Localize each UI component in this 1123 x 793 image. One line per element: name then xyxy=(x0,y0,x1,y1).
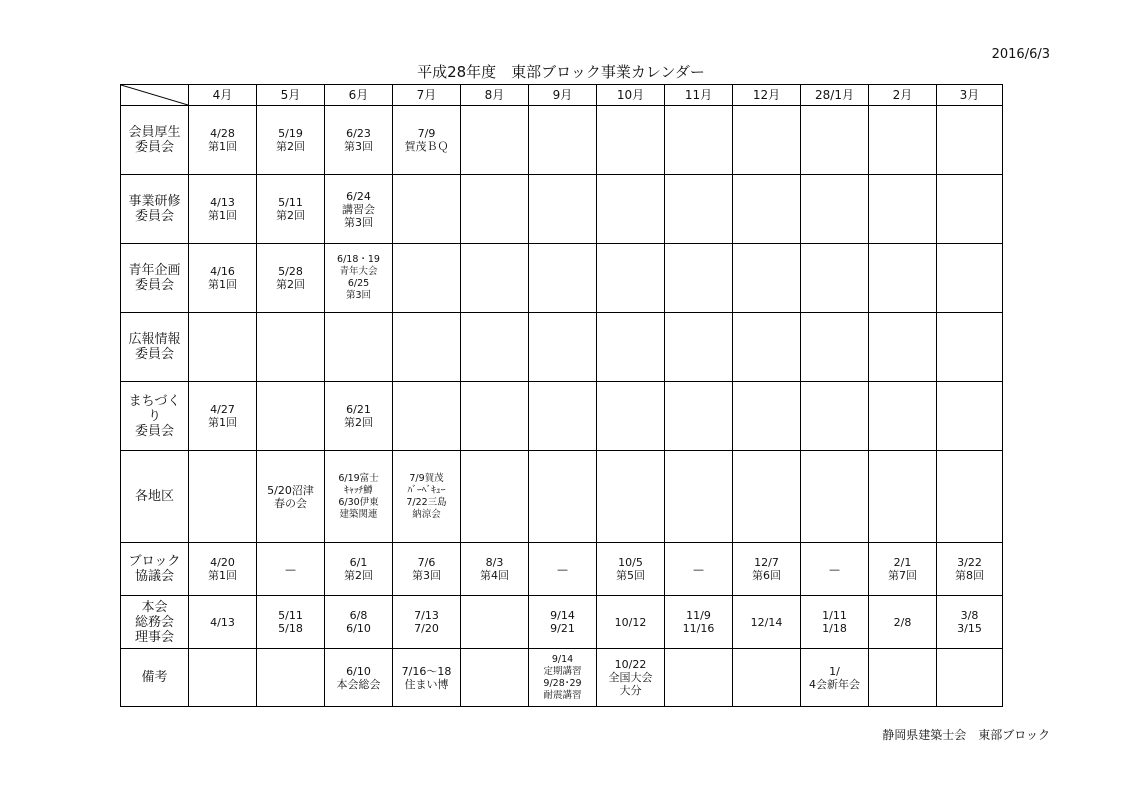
calendar-cell xyxy=(325,244,393,313)
cell-text-line: 10/5 xyxy=(618,556,643,569)
calendar-cell xyxy=(325,106,393,175)
calendar-cell xyxy=(869,382,937,451)
row-header xyxy=(121,244,189,313)
cell-text-line: 7/13 xyxy=(414,609,439,622)
calendar-cell xyxy=(665,175,733,244)
calendar-cell xyxy=(869,451,937,543)
cell-text-line: 7/9 xyxy=(417,127,436,140)
calendar-cell xyxy=(529,175,597,244)
month-header: 7月 xyxy=(393,85,461,106)
cell-text-line: 第3回 xyxy=(345,290,372,301)
table-row xyxy=(121,649,1003,707)
calendar-cell xyxy=(733,313,801,382)
cell-text-line: 納涼会 xyxy=(412,508,441,520)
organization-footer: 静岡県建築士会 東部ブロック xyxy=(882,728,1050,742)
cell-text-line: 第1回 xyxy=(208,209,237,222)
cell-text-line: 12/7 xyxy=(754,556,779,569)
calendar-cell xyxy=(393,649,461,707)
calendar-cell xyxy=(597,244,665,313)
calendar-cell xyxy=(937,451,1003,543)
cell-text-line: 6/19富士 xyxy=(338,472,379,484)
cell-text-line: 第6回 xyxy=(752,569,781,582)
cell-text-line: 9/14 xyxy=(550,609,575,622)
calendar-cell xyxy=(597,313,665,382)
cell-text-line: ｷｬｯﾁ鱒 xyxy=(344,484,373,496)
calendar-cell xyxy=(189,596,257,649)
row-header-line: 委員会 xyxy=(134,347,174,362)
row-header-line: 委員会 xyxy=(134,209,174,224)
cell-text-line: 7/20 xyxy=(414,622,439,635)
cell-text-line: 4/28 xyxy=(210,127,235,140)
calendar-cell xyxy=(325,543,393,596)
month-header-row xyxy=(121,85,1003,106)
calendar-cell xyxy=(801,543,869,596)
cell-text-line: 第1回 xyxy=(208,416,237,429)
calendar-cell xyxy=(393,382,461,451)
row-header-line: 広報情報 xyxy=(128,332,181,347)
calendar-cell xyxy=(665,596,733,649)
calendar-cell xyxy=(733,649,801,707)
calendar-cell xyxy=(597,382,665,451)
calendar-cell xyxy=(393,451,461,543)
cell-text-line: 5/11 xyxy=(278,609,303,622)
calendar-cell xyxy=(869,244,937,313)
cell-text-line: 12/14 xyxy=(750,615,783,629)
calendar-cell xyxy=(393,244,461,313)
cell-text-line: 6/10 xyxy=(346,622,371,635)
calendar-cell xyxy=(189,313,257,382)
calendar-cell xyxy=(869,649,937,707)
calendar-cell xyxy=(393,543,461,596)
cell-text-line: 5/28 xyxy=(278,265,303,278)
row-header-line: 理事会 xyxy=(134,629,174,645)
row-header xyxy=(121,175,189,244)
row-header-line: 協議会 xyxy=(134,569,174,584)
calendar-cell xyxy=(393,596,461,649)
cell-text-line: 6/10 xyxy=(346,664,371,678)
calendar-cell xyxy=(325,313,393,382)
cell-text-line: 第2回 xyxy=(344,569,373,582)
cell-text-line: 第1回 xyxy=(208,569,237,582)
row-header-line: 本会 xyxy=(141,599,168,615)
calendar-cell xyxy=(461,596,529,649)
cell-text-line: 賀茂ＢＱ xyxy=(404,140,449,153)
cell-text-line: 4/27 xyxy=(210,403,235,416)
event-calendar-table xyxy=(120,84,1003,707)
cell-text-line: 2/8 xyxy=(893,615,912,629)
cell-text-line: 5/18 xyxy=(278,622,303,635)
cell-text-line: 4会新年会 xyxy=(809,677,860,691)
cell-text-line: 講習会 xyxy=(342,202,375,216)
cell-text-line: 第2回 xyxy=(276,278,305,291)
cell-text-line: 1/18 xyxy=(822,622,847,635)
table-row xyxy=(121,313,1003,382)
calendar-cell xyxy=(869,313,937,382)
calendar-cell xyxy=(189,649,257,707)
calendar-cell xyxy=(869,543,937,596)
cell-text-line: 第2回 xyxy=(276,140,305,153)
table-row xyxy=(121,543,1003,596)
calendar-cell xyxy=(597,649,665,707)
month-header: 4月 xyxy=(189,85,257,106)
calendar-body xyxy=(121,106,1003,707)
calendar-cell xyxy=(597,543,665,596)
calendar-cell xyxy=(529,451,597,543)
calendar-cell xyxy=(461,244,529,313)
cell-text-line: 6/25 xyxy=(347,278,370,289)
row-header-line: 委員会 xyxy=(134,278,174,293)
cell-text-line: 7/6 xyxy=(417,556,436,569)
calendar-cell xyxy=(461,382,529,451)
cell-text-line: 10/12 xyxy=(614,615,647,629)
calendar-cell xyxy=(257,382,325,451)
cell-text-line: — xyxy=(693,562,704,576)
calendar-cell xyxy=(529,596,597,649)
cell-text-line: 第1回 xyxy=(208,278,237,291)
cell-text-line: 4/20 xyxy=(210,556,235,569)
row-header-line: 備考 xyxy=(141,670,168,685)
row-header-line: 各地区 xyxy=(134,489,174,504)
calendar-cell xyxy=(801,313,869,382)
calendar-cell xyxy=(733,244,801,313)
calendar-cell xyxy=(257,596,325,649)
calendar-cell xyxy=(665,649,733,707)
month-header: 5月 xyxy=(257,85,325,106)
page-title: 平成28年度 東部ブロック事業カレンダー xyxy=(417,63,705,81)
cell-text-line: 第5回 xyxy=(616,569,645,582)
cell-text-line: 4/13 xyxy=(210,615,235,629)
row-header xyxy=(121,649,189,707)
row-header xyxy=(121,596,189,649)
calendar-cell xyxy=(665,451,733,543)
cell-text-line: 6/21 xyxy=(346,403,371,416)
calendar-cell xyxy=(733,451,801,543)
cell-text-line: 本会総会 xyxy=(336,677,381,691)
calendar-cell xyxy=(665,543,733,596)
cell-text-line: 春の会 xyxy=(274,496,307,510)
calendar-cell xyxy=(189,175,257,244)
cell-text-line: 青年大会 xyxy=(339,266,378,277)
cell-text-line: 第4回 xyxy=(480,569,509,582)
calendar-cell xyxy=(529,106,597,175)
calendar-cell xyxy=(393,313,461,382)
calendar-cell xyxy=(665,244,733,313)
calendar-cell xyxy=(937,244,1003,313)
cell-text-line: 11/9 xyxy=(686,609,711,622)
cell-text-line: 1/ xyxy=(829,664,840,678)
cell-text-line: 第2回 xyxy=(344,416,373,429)
cell-text-line: 3/8 xyxy=(960,609,979,622)
month-header: 9月 xyxy=(529,85,597,106)
calendar-cell xyxy=(801,244,869,313)
cell-text-line: 第8回 xyxy=(955,569,984,582)
cell-text-line: 第3回 xyxy=(412,569,441,582)
row-header-line: り xyxy=(147,408,161,424)
table-row xyxy=(121,596,1003,649)
cell-text-line: — xyxy=(829,562,840,576)
cell-text-line: 5/19 xyxy=(278,127,303,140)
cell-text-line: 6/8 xyxy=(349,609,368,622)
cell-text-line: 1/11 xyxy=(822,609,847,622)
table-row xyxy=(121,106,1003,175)
calendar-cell xyxy=(189,451,257,543)
cell-text-line: 10/22 xyxy=(614,658,647,671)
row-header-line: 事業研修 xyxy=(128,194,181,209)
calendar-cell xyxy=(597,451,665,543)
corner-cell xyxy=(121,85,189,106)
row-header xyxy=(121,382,189,451)
cell-text-line: 第3回 xyxy=(344,215,373,229)
calendar-cell xyxy=(257,106,325,175)
calendar-cell xyxy=(869,596,937,649)
calendar-cell xyxy=(869,175,937,244)
calendar-cell xyxy=(801,649,869,707)
month-header: 28/1月 xyxy=(801,85,869,106)
calendar-cell xyxy=(257,175,325,244)
calendar-cell xyxy=(801,451,869,543)
calendar-cell xyxy=(733,596,801,649)
calendar-cell xyxy=(665,313,733,382)
month-header: 12月 xyxy=(733,85,801,106)
cell-text-line: 7/22三島 xyxy=(406,496,447,508)
row-header-line: 委員会 xyxy=(134,140,174,155)
cell-text-line: 2/1 xyxy=(893,556,912,569)
cell-text-line: 建築関連 xyxy=(339,508,378,520)
cell-text-line: 3/22 xyxy=(957,556,982,569)
calendar-cell xyxy=(325,649,393,707)
cell-text-line: 9/28･29 xyxy=(543,677,582,689)
cell-text-line: 第3回 xyxy=(344,140,373,153)
month-header: 6月 xyxy=(325,85,393,106)
calendar-cell xyxy=(393,106,461,175)
calendar-cell xyxy=(733,543,801,596)
cell-text-line: 7/9賀茂 xyxy=(409,472,444,484)
calendar-cell xyxy=(325,382,393,451)
cell-text-line: 6/23 xyxy=(346,127,371,140)
calendar-cell xyxy=(461,543,529,596)
cell-text-line: 4/13 xyxy=(210,196,235,209)
calendar-cell xyxy=(733,175,801,244)
month-header: 2月 xyxy=(869,85,937,106)
calendar-cell xyxy=(869,106,937,175)
cell-text-line: 全国大会 xyxy=(608,671,653,684)
calendar-cell xyxy=(325,596,393,649)
cell-text-line: 3/15 xyxy=(957,622,982,635)
month-header: 11月 xyxy=(665,85,733,106)
calendar-cell xyxy=(665,106,733,175)
table-row xyxy=(121,451,1003,543)
calendar-cell xyxy=(393,175,461,244)
calendar-cell xyxy=(597,175,665,244)
cell-text-line: — xyxy=(557,562,568,576)
calendar-cell xyxy=(325,451,393,543)
calendar-cell xyxy=(733,106,801,175)
row-header-line: ブロック xyxy=(128,554,181,569)
row-header-line: 会員厚生 xyxy=(128,125,181,140)
cell-text-line: 6/18・19 xyxy=(337,254,380,265)
cell-text-line: 大分 xyxy=(619,684,642,697)
row-header xyxy=(121,106,189,175)
row-header xyxy=(121,543,189,596)
cell-text-line: 第7回 xyxy=(888,569,917,582)
calendar-cell xyxy=(937,543,1003,596)
row-header-line: 総務会 xyxy=(134,614,174,630)
document-date: 2016/6/3 xyxy=(991,47,1050,62)
cell-text-line: 9/14 xyxy=(551,653,574,665)
row-header-line: 委員会 xyxy=(134,423,174,439)
calendar-cell xyxy=(529,382,597,451)
calendar-cell xyxy=(461,313,529,382)
cell-text-line: 4/16 xyxy=(210,265,235,278)
cell-text-line: 9/21 xyxy=(550,622,575,635)
cell-text-line: 第2回 xyxy=(276,209,305,222)
cell-text-line: 第1回 xyxy=(208,140,237,153)
calendar-cell xyxy=(257,543,325,596)
month-header: 10月 xyxy=(597,85,665,106)
month-header: 3月 xyxy=(937,85,1003,106)
cell-text-line: 耐震講習 xyxy=(543,689,582,701)
cell-text-line: 5/11 xyxy=(278,196,303,209)
calendar-cell xyxy=(801,382,869,451)
calendar-cell xyxy=(529,313,597,382)
calendar-cell xyxy=(461,649,529,707)
calendar-cell xyxy=(733,382,801,451)
calendar-cell xyxy=(257,649,325,707)
cell-text-line: 6/1 xyxy=(349,556,368,569)
calendar-cell xyxy=(257,244,325,313)
calendar-cell xyxy=(189,244,257,313)
cell-text-line: 住まい博 xyxy=(404,677,449,691)
row-header-line: まちづく xyxy=(128,393,181,409)
row-header-line: 青年企画 xyxy=(128,263,181,278)
calendar-cell xyxy=(801,175,869,244)
cell-text-line: — xyxy=(285,562,296,576)
calendar-cell xyxy=(937,106,1003,175)
calendar-cell xyxy=(257,451,325,543)
calendar-cell xyxy=(937,649,1003,707)
row-header xyxy=(121,451,189,543)
calendar-cell xyxy=(461,451,529,543)
cell-text-line: 5/20沼津 xyxy=(267,483,314,497)
calendar-cell xyxy=(189,382,257,451)
table-row xyxy=(121,244,1003,313)
diagonal-line xyxy=(121,85,188,105)
cell-text-line: 7/16～18 xyxy=(401,664,452,678)
calendar-cell xyxy=(189,106,257,175)
calendar-cell xyxy=(597,106,665,175)
calendar-cell xyxy=(461,175,529,244)
cell-text-line: 6/30伊東 xyxy=(338,496,379,508)
cell-text-line: 8/3 xyxy=(485,556,504,569)
calendar-cell xyxy=(257,313,325,382)
calendar-cell xyxy=(937,382,1003,451)
row-header xyxy=(121,313,189,382)
calendar-cell xyxy=(937,596,1003,649)
calendar-cell xyxy=(529,543,597,596)
calendar-cell xyxy=(801,596,869,649)
month-header: 8月 xyxy=(461,85,529,106)
table-row xyxy=(121,175,1003,244)
calendar-cell xyxy=(937,175,1003,244)
calendar-cell xyxy=(325,175,393,244)
calendar-cell xyxy=(597,596,665,649)
calendar-cell xyxy=(801,106,869,175)
calendar-cell xyxy=(937,313,1003,382)
cell-text-line: 定期講習 xyxy=(543,665,582,677)
calendar-cell xyxy=(461,106,529,175)
cell-text-line: ﾊﾞｰﾍﾞｷｭｰ xyxy=(407,484,446,496)
cell-text-line: 11/16 xyxy=(682,622,715,635)
calendar-cell xyxy=(189,543,257,596)
calendar-cell xyxy=(529,244,597,313)
calendar-cell xyxy=(529,649,597,707)
cell-text-line: 6/24 xyxy=(346,189,371,203)
calendar-cell xyxy=(665,382,733,451)
table-row xyxy=(121,382,1003,451)
